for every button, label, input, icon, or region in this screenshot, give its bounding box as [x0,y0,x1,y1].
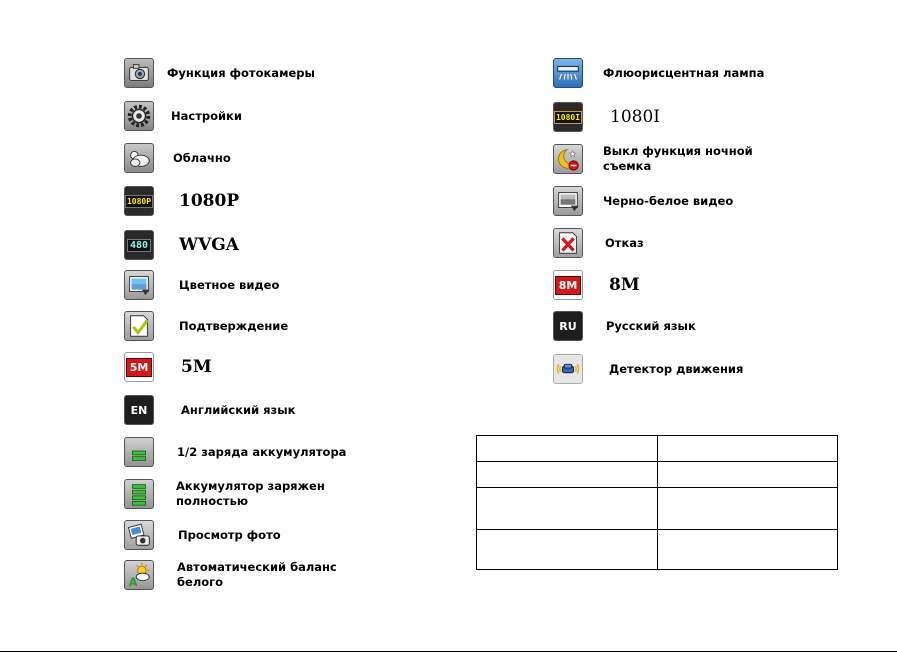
settings-gear-icon [124,101,154,131]
legend-label: 1/2 заряда аккумулятора [177,444,347,459]
auto-white-balance-icon [124,560,154,590]
legend-label: Подтверждение [179,318,289,333]
legend-label: Русский язык [606,318,696,333]
table-cell [657,436,838,462]
photo-camera-icon [124,58,154,88]
legend-item [124,101,242,131]
table-cell [657,488,838,530]
legend-label: Функция фотокамеры [167,65,315,80]
empty-table [476,435,838,570]
resolution-1080i-icon [553,102,583,132]
svg-text:A: A [128,576,138,590]
legend-label: Просмотр фото [178,527,281,542]
legend-label: Флюорисцентная лампа [603,65,765,80]
legend-label: 5M [181,356,212,377]
icon-text: 1080I [555,112,581,122]
battery-full-icon [124,479,154,509]
table-cell [477,462,658,488]
black-white-video-icon [553,186,583,216]
legend-item [124,560,337,590]
legend-item [553,228,644,258]
motion-detector-icon [553,354,583,384]
legend-item [553,270,640,300]
legend-label: Выкл функция ночной съемка [603,144,753,173]
legend-item [124,437,346,467]
legend-item [553,186,733,216]
legend-label: Автоматический баланс белого [177,560,337,589]
legend-item [124,58,315,88]
legend-item [553,311,696,341]
legend-item [553,58,764,88]
resolution-1080p-icon [124,186,154,216]
night-mode-off-icon [553,144,583,174]
legend-item [124,352,212,382]
fluorescent-lamp-icon [553,58,583,88]
photo-8m-icon [553,270,583,300]
table-row [477,530,838,570]
table-cell [477,530,658,570]
legend-label: Отказ [605,235,644,250]
table-row [477,436,838,462]
legend-label: Облачно [173,150,231,165]
table-cell [657,530,838,570]
cancel-x-icon [553,228,583,258]
photo-preview-icon [124,520,154,550]
legend-item [124,520,281,550]
table-cell [477,488,658,530]
legend-item [124,143,231,173]
icon-text: 1080P [126,196,152,206]
legend-item [124,395,295,425]
table-cell [477,436,658,462]
table-cell [657,462,838,488]
icon-text: RU [559,319,577,333]
table-row [477,488,838,530]
battery-half-icon [124,437,154,467]
color-video-icon [124,270,154,300]
legend-label: Настройки [171,108,242,123]
legend-item [124,311,288,341]
legend-item [124,479,336,509]
confirm-check-icon [124,311,154,341]
legend-item [553,102,660,132]
cloudy-icon [124,143,154,173]
icon-text: 480 [127,239,151,252]
legend-label: Аккумулятор заряжен полностью [176,479,325,508]
legend-label: Черно-белое видео [603,193,734,208]
english-language-icon [124,395,154,425]
legend-label: Английский язык [181,402,296,417]
russian-language-icon [553,311,583,341]
legend-label: 1080P [179,190,240,211]
legend-label: WVGA [179,234,239,255]
legend-item [553,144,763,174]
legend-item [124,186,239,216]
legend-label: 1080I [610,106,660,127]
legend-item [124,230,239,260]
icon-text: EN [130,403,148,417]
legend-label: Детектор движения [609,361,744,376]
legend-item [124,270,279,300]
legend-label: 8M [609,274,640,295]
icon-text: 8M [555,276,582,295]
legend-label: Цветное видео [179,277,280,292]
photo-5m-icon [124,352,154,382]
resolution-wvga-icon [124,230,154,260]
legend-item [553,354,743,384]
page-bottom-rule [0,651,897,652]
table-row [477,462,838,488]
icon-text: 5M [126,358,153,377]
